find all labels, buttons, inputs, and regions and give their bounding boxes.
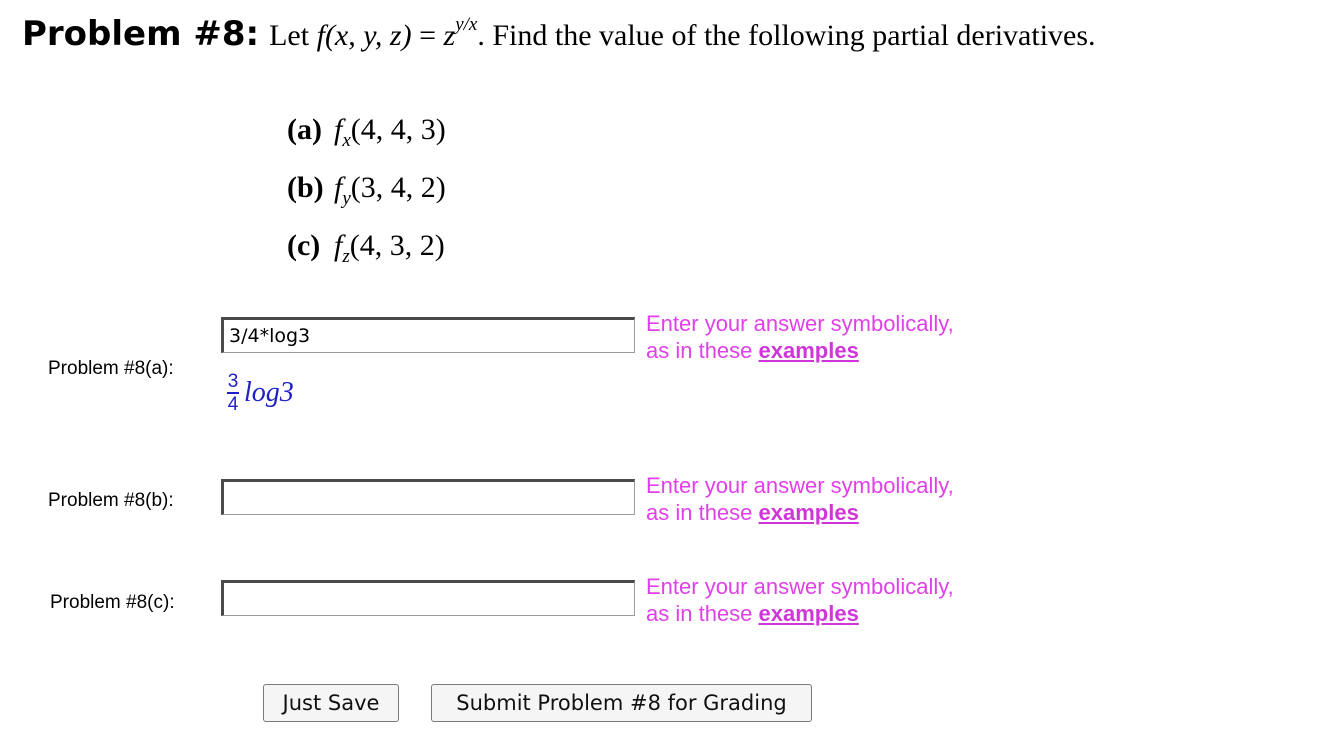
part-c xyxy=(287,224,446,282)
hint-text: Enter your answer symbolically, xyxy=(646,574,954,599)
part-sub: x xyxy=(342,130,351,151)
preview-fraction xyxy=(227,372,239,414)
hint-a xyxy=(646,310,954,364)
part-b xyxy=(287,166,446,224)
answer-label-a: Problem #8(a): xyxy=(48,358,174,379)
problem-heading xyxy=(22,14,1096,54)
submit-button[interactable]: Submit Problem #8 for Grading xyxy=(431,684,812,722)
hint-text: as in these xyxy=(646,500,753,525)
statement-func: f xyxy=(316,19,325,52)
preview-numerator: 3 xyxy=(227,371,239,392)
part-func: f xyxy=(334,229,343,262)
hint-b xyxy=(646,472,954,526)
examples-link[interactable]: examples xyxy=(758,601,859,626)
answer-preview-a xyxy=(227,372,294,414)
statement-base: z xyxy=(443,19,456,52)
answer-input-b[interactable] xyxy=(221,479,635,515)
part-a xyxy=(287,108,446,166)
statement-equals: = xyxy=(411,19,444,52)
answer-input-c[interactable] xyxy=(221,580,635,616)
problem-statement xyxy=(269,14,1096,52)
statement-intro: Let xyxy=(269,19,310,52)
problem-label: Problem #8: xyxy=(22,14,260,54)
statement-rest: . Find the value of the following partial derivatives. xyxy=(477,19,1096,52)
part-tag: (a) xyxy=(287,113,322,146)
examples-link[interactable]: examples xyxy=(758,500,859,525)
hint-c xyxy=(646,573,954,627)
preview-denominator: 4 xyxy=(227,394,239,415)
part-tag: (c) xyxy=(287,229,321,262)
answer-label-c: Problem #8(c): xyxy=(50,592,175,613)
answer-input-a[interactable] xyxy=(221,317,635,353)
answer-label-b: Problem #8(b): xyxy=(48,490,174,511)
parts-list xyxy=(287,108,446,282)
just-save-button[interactable]: Just Save xyxy=(263,684,399,722)
part-sub: z xyxy=(342,246,350,267)
preview-expression: log3 xyxy=(244,377,294,408)
part-func: f xyxy=(334,171,343,204)
part-args: (3, 4, 2) xyxy=(350,171,446,204)
part-func: f xyxy=(334,113,343,146)
hint-text: as in these xyxy=(646,338,753,363)
statement-exponent: y/x xyxy=(455,14,478,35)
part-args: (4, 4, 3) xyxy=(350,113,446,146)
statement-args: (x, y, z) xyxy=(324,19,412,52)
examples-link[interactable]: examples xyxy=(758,338,859,363)
part-tag: (b) xyxy=(287,171,324,204)
part-args: (4, 3, 2) xyxy=(349,229,445,262)
part-sub: y xyxy=(342,188,351,209)
hint-text: Enter your answer symbolically, xyxy=(646,311,954,336)
hint-text: Enter your answer symbolically, xyxy=(646,473,954,498)
hint-text: as in these xyxy=(646,601,753,626)
